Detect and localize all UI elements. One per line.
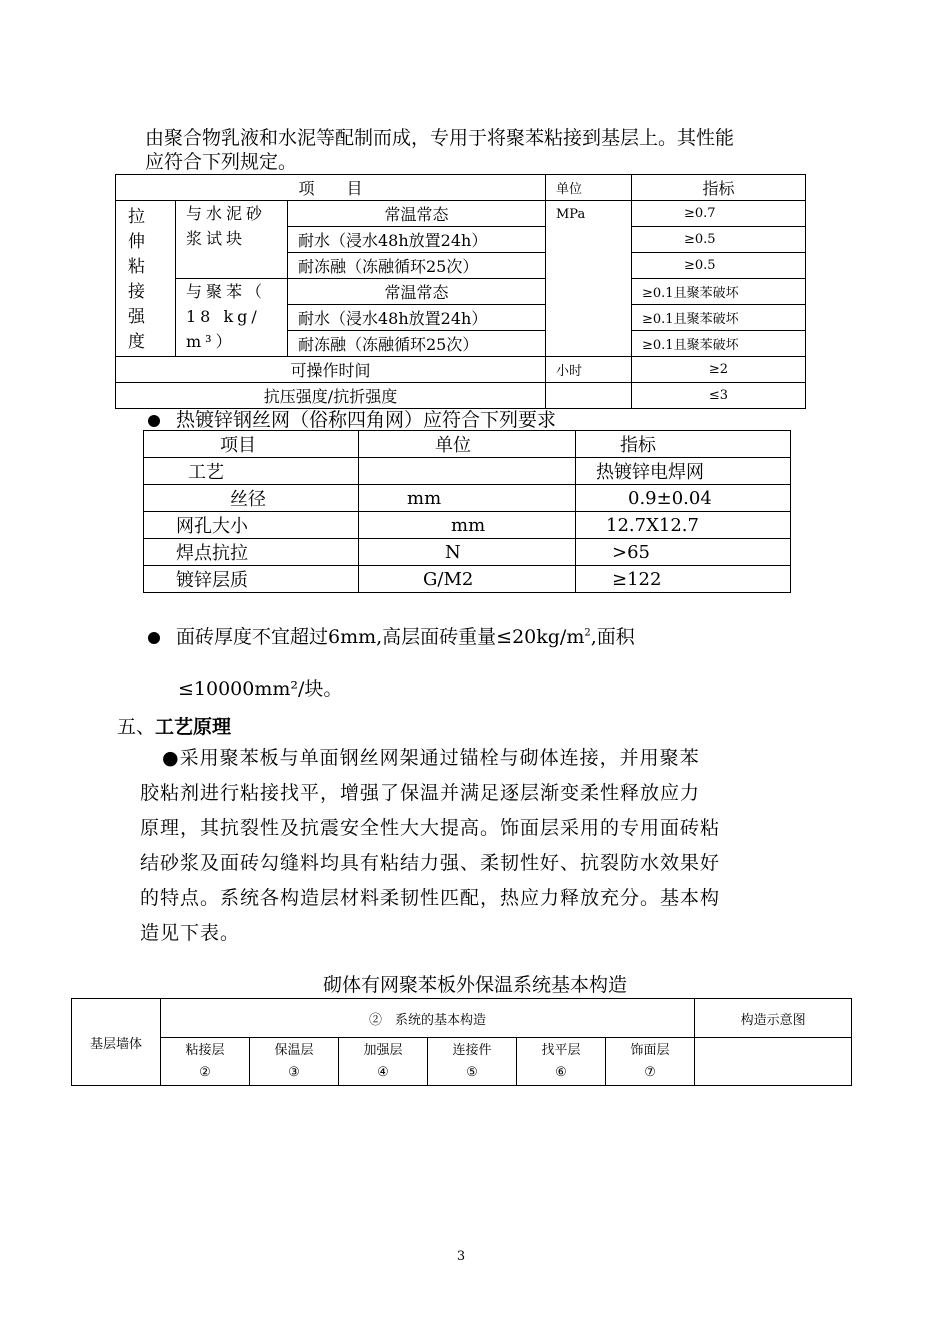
principle-paragraph [140,741,790,951]
table3-layer-1 [161,1038,250,1086]
paragraph-line-3: 原理，其抗裂性及抗震安全性大大提高。饰面层采用的专用面砖粘 [140,817,721,839]
paragraph-line-5: 的特点。系统各构造层材料柔韧性匹配，热应力释放充分。基本构 [140,887,721,909]
layer-name: 加强层 [363,1042,403,1058]
layer-name: 粘接层 [185,1042,225,1058]
table2-header-index: 指标 [576,431,791,458]
intro-line-2: 应符合下列规定。 [145,151,298,173]
table2-cell: ≥122 [576,566,791,593]
layer-number: ④ [377,1064,389,1080]
section-number: 五、 [117,716,156,738]
table1-operable-value: ≥2 [632,357,806,383]
table1-condition-1: 常温常态 [288,201,546,227]
table2-header-unit: 单位 [359,431,576,458]
table1-value-5: ≥0.1且聚苯破坏 [632,305,806,331]
paragraph-line-1: ●采用聚苯板与单面钢丝网架通过锚栓与砌体连接，并用聚苯 [162,747,700,769]
layer-number: ⑤ [466,1064,478,1080]
table1-group1-label [176,201,288,279]
layer-name: 连接件 [452,1042,492,1058]
bullet-mesh-requirement [148,405,556,432]
table1-value-3: ≥0.5 [632,253,806,279]
intro-line-1: 由聚合物乳液和水泥等配制而成，专用于将聚苯粘接到基层上。其性能 [145,127,735,149]
table1-value-1: ≥0.7 [632,201,806,227]
table2-cell: >65 [576,539,791,566]
table3-diagram-header: 构造示意图 [695,999,852,1038]
table2-cell: 热镀锌电焊网 [576,458,791,485]
bullet-dot [148,415,160,427]
table1-header-index: 指标 [632,175,806,201]
table3-system-header: ② 系统的基本构造 [161,999,695,1038]
table2-cell: 网孔大小 [144,512,359,539]
table1-group1-text: 与水泥砂浆试块 [186,204,267,248]
section-title: 工艺原理 [155,716,232,738]
layer-name: 保温层 [274,1042,314,1058]
table1-condition-2: 耐水（浸水48h放置24h） [288,227,546,253]
layer-name: 饰面层 [630,1042,670,1058]
table3-base-wall: 基层墙体 [72,999,161,1086]
bullet-mesh-text: 热镀锌钢丝网（俗称四角网）应符合下列要求 [176,409,557,431]
table1-condition-6: 耐冻融（冻融循环25次） [288,331,546,357]
table3-layer-4 [428,1038,517,1086]
system-structure-table [71,998,852,1086]
table1-vertical-label-text: 拉伸粘接强度 [128,207,147,352]
bullet-tile-line-2: ≤10000mm²/块。 [178,678,343,700]
table1-unit-mpa: MPa [546,201,632,357]
bullet-dot [148,632,160,644]
bullet-tile-requirement [148,622,635,649]
table1-header-item: 项 目 [116,175,546,201]
table2-cell: 焊点抗拉 [144,539,359,566]
layer-number: ③ [288,1064,300,1080]
table1-ratio: 抗压强度/抗折强度 [116,383,546,409]
paragraph-line-6: 造见下表。 [140,922,241,944]
table1-value-6: ≥0.1且聚苯破坏 [632,331,806,357]
table2-cell: N [359,539,576,566]
table1-group2-text: 与聚苯（ 18 kg/m³） [186,282,267,351]
bullet-tile-sup: 2 [584,627,591,639]
table1-group2-label [176,279,288,357]
table2-cell: mm [359,512,576,539]
table2-cell: 丝径 [144,485,359,512]
adhesive-property-table [115,174,806,409]
table3-caption: 砌体有网聚苯板外保温系统基本构造 [322,974,627,996]
table3-layer-2 [250,1038,339,1086]
layer-name: 找平层 [541,1042,581,1058]
table3-layer-3 [339,1038,428,1086]
table2-cell [359,458,576,485]
table1-condition-3: 耐冻融（冻融循环25次） [288,253,546,279]
page-number: 3 [456,1249,466,1264]
layer-number: ⑦ [644,1064,656,1080]
table2-cell: 12.7X12.7 [576,512,791,539]
table3-diagram-cell [695,1038,852,1086]
table1-ratio-unit [546,383,632,409]
layer-number: ⑥ [555,1064,567,1080]
table1-operable-time: 可操作时间 [116,357,546,383]
bullet-tile-text-a: 面砖厚度不宜超过6mm,高层面砖重量≤20kg/m [176,626,585,648]
table2-cell: 0.9±0.04 [576,485,791,512]
layer-number: ② [199,1064,211,1080]
section-heading [117,712,231,739]
table1-condition-4: 常温常态 [288,279,546,305]
table3-layer-5 [517,1038,606,1086]
table1-operable-unit: 小时 [546,357,632,383]
table3-layer-6 [606,1038,695,1086]
table2-cell: mm [359,485,576,512]
table2-cell: 工艺 [144,458,359,485]
table1-condition-5: 耐水（浸水48h放置24h） [288,305,546,331]
table2-cell: 镀锌层质 [144,566,359,593]
table2-cell: G/M2 [359,566,576,593]
table2-header-item: 项目 [144,431,359,458]
table1-header-unit: 单位 [546,175,632,201]
table1-vertical-label [116,201,176,357]
table1-value-2: ≥0.5 [632,227,806,253]
paragraph-line-4: 结砂浆及面砖勾缝料均具有粘结力强、柔韧性好、抗裂防水效果好 [140,852,721,874]
steel-mesh-table [143,430,791,593]
table1-ratio-value: ≤3 [632,383,806,409]
table1-value-4: ≥0.1且聚苯破坏 [632,279,806,305]
paragraph-line-2: 胶粘剂进行粘接找平，增强了保温并满足逐层渐变柔性释放应力 [140,782,701,804]
bullet-tile-text-b: ,面积 [590,626,635,648]
